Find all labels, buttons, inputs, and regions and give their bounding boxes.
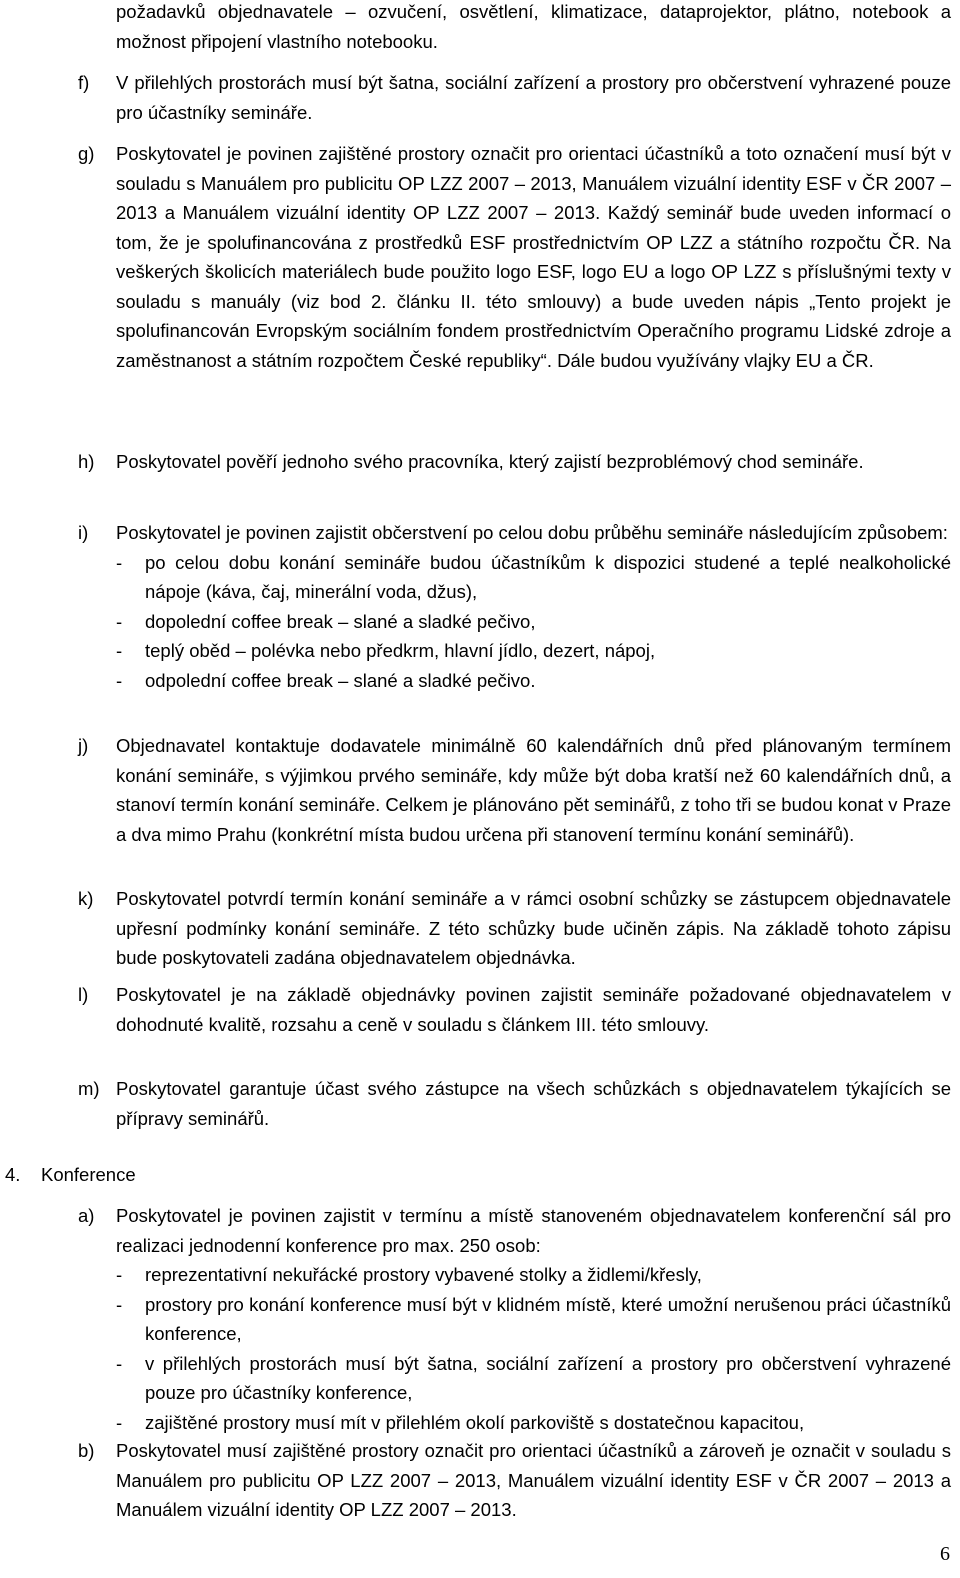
item-label: i) <box>78 522 89 543</box>
item-text: Poskytovatel je povinen zajistit v termínu a místě stanoveném objednavatelem konferenční sál pro realizaci jednodenní konference pro max. 250 osob: <box>116 1205 951 1256</box>
item-text: V přilehlých prostorách musí být šatna, sociální zařízení a prostory pro občerstvení vyhrazené pouze pro účastníky semináře. <box>116 72 951 123</box>
bullet-item: - reprezentativní nekuřácké prostory vybavené stolky a židlemi/křesly, <box>116 1260 951 1290</box>
item-label: f) <box>78 72 90 93</box>
page-number: 6 <box>940 1543 950 1565</box>
item-label: m) <box>78 1078 100 1099</box>
section-number: 4. <box>5 1164 21 1185</box>
bullet-item: - v přilehlých prostorách musí být šatna, sociální zařízení a prostory pro občerstvení vyhrazené pouze pro účastníky konference, <box>116 1349 951 1408</box>
item-text: Poskytovatel je povinen zajištěné prostory označit pro orientaci účastníků a toto označení musí být v souladu s Manuálem pro publicitu OP LZZ 2007 – 2013, Manuálem vizuální identity ESF v ČR 2007 – 2013 a Manuálem vizuální identity OP LZZ 2007 – 2013. Každý seminář bude uveden informací o tom, že je spolufinancována z prostředků ESF prostřednictvím OP LZZ a státního rozpočtu ČR. Na veškerých školicích materiálech bude použito logo ESF, logo EU a logo OP LZZ s příslušnými texty v souladu s manuály (viz bod 2. článku II. této smlouvy) a bude uveden nápis „Tento projekt je spolufinancován Evropským sociálním fondem prostřednictvím Operačního programu Lidské zdroje a zaměstnanost a státním rozpočtem České republiky“. Dále budou využívány vlajky EU a ČR. <box>116 143 951 371</box>
item-text: Poskytovatel je povinen zajistit občerstvení po celou dobu průběhu semináře následujícím způsobem: <box>116 522 948 543</box>
item-text: Poskytovatel garantuje účast svého zástupce na všech schůzkách s objednavatelem týkajících se přípravy seminářů. <box>116 1078 951 1129</box>
item-text: Poskytovatel pověří jednoho svého pracovníka, který zajistí bezproblémový chod semináře. <box>116 451 864 472</box>
item-label: k) <box>78 888 94 909</box>
bullet-list <box>116 1260 951 1437</box>
bullet-item: - prostory pro konání konference musí být v klidném místě, které umožní nerušenou práci účastníků konference, <box>116 1290 951 1349</box>
bullet-item: - teplý oběd – polévka nebo předkrm, hlavní jídlo, dezert, nápoj, <box>116 636 951 666</box>
continuation-paragraph: požadavků objednavatele – ozvučení, osvětlení, klimatizace, dataprojektor, plátno, notebook a možnost připojení vlastního notebooku. <box>116 1 951 52</box>
item-text: Poskytovatel potvrdí termín konání semináře a v rámci osobní schůzky se zástupcem objednavatele upřesní podmínky konání semináře. Z této schůzky bude učiněn zápis. Na základě tohoto zápisu bude poskytovateli zadána objednavatelem objednávka. <box>116 888 951 968</box>
item-label: g) <box>78 143 95 164</box>
bullet-item: - dopolední coffee break – slané a sladké pečivo, <box>116 607 951 637</box>
bullet-item: - zajištěné prostory musí mít v přilehlém okolí parkoviště s dostatečnou kapacitou, <box>116 1408 951 1438</box>
item-label: h) <box>78 451 95 472</box>
bullet-list <box>116 548 951 696</box>
bullet-item: - po celou dobu konání semináře budou účastníkům k dispozici studené a teplé nealkoholické nápoje (káva, čaj, minerální voda, džus), <box>116 548 951 607</box>
item-text: Poskytovatel musí zajištěné prostory označit pro orientaci účastníků a zároveň je označit v souladu s Manuálem pro publicitu OP LZZ 2007 – 2013, Manuálem vizuální identity ESF v ČR 2007 – 2013 a Manuálem vizuální identity OP LZZ 2007 – 2013. <box>116 1440 951 1520</box>
item-text: Objednavatel kontaktuje dodavatele minimálně 60 kalendářních dnů před plánovaným termínem konání semináře, s výjimkou prvého semináře, kdy může být doba kratší než 60 kalendářních dnů, a stanoví termín konání semináře. Celkem je plánováno pět seminářů, z toho tři se budou konat v Praze a dva mimo Prahu (konkrétní místa budou určena při stanovení termínu konání seminářů). <box>116 735 952 845</box>
item-label: j) <box>78 735 89 756</box>
item-label: l) <box>78 984 89 1005</box>
item-text: Poskytovatel je na základě objednávky povinen zajistit semináře požadované objednavatelem v dohodnuté kvalitě, rozsahu a ceně v souladu s článkem III. této smlouvy. <box>116 984 951 1035</box>
item-label: b) <box>78 1440 95 1461</box>
section-heading <box>5 1160 136 1190</box>
item-label: a) <box>78 1205 95 1226</box>
section-title: Konference <box>41 1164 136 1185</box>
bullet-item: - odpolední coffee break – slané a sladké pečivo. <box>116 666 951 696</box>
